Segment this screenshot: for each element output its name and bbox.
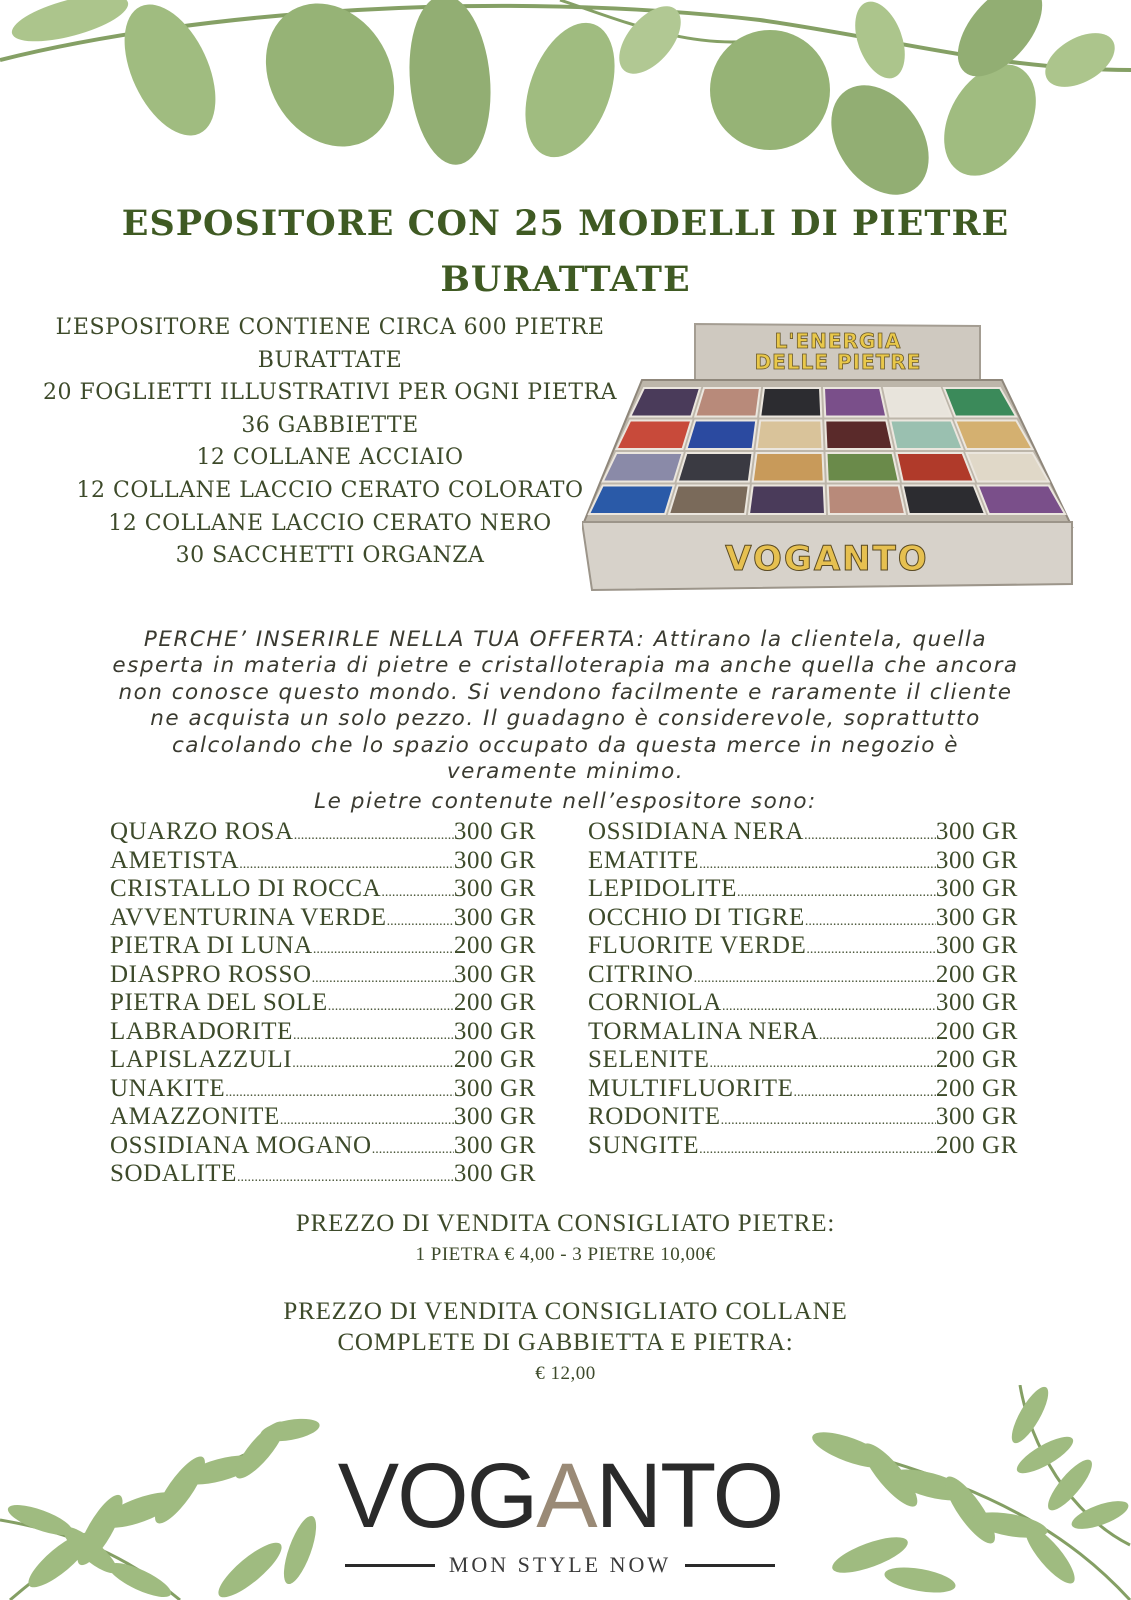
contents-line: 12 COLLANE ACCIAIO (196, 445, 464, 471)
stone-compartment (687, 421, 757, 450)
stone-weight: 300 GR (453, 1074, 536, 1102)
stone-row (588, 818, 1018, 847)
stone-row (110, 847, 536, 876)
stone-weight: 300 GR (935, 1103, 1018, 1130)
title-line: ESPOSITORE CON 25 MODELLI DI PIETRE (121, 203, 1010, 244)
stone-row (110, 961, 536, 990)
price-necklaces-heading-line: COMPLETE DI GABBIETTA E PIETRA: (337, 1329, 794, 1356)
stone-row (588, 1046, 1018, 1075)
stone-compartment (824, 388, 886, 417)
stone-name: MULTIFLUORITE (588, 1074, 794, 1102)
stone-row (588, 1132, 1018, 1161)
stone-row (110, 1103, 536, 1132)
stone-compartment (890, 421, 962, 450)
dot-leader (806, 936, 936, 965)
top-leaves-decoration (0, 0, 1131, 200)
stone-row (110, 1075, 536, 1104)
stone-row (588, 875, 1018, 904)
stone-row (110, 904, 536, 933)
stone-name: OSSIDIANA NERA (588, 818, 805, 845)
stones-list-left (110, 818, 536, 1189)
dot-leader (699, 1136, 936, 1165)
stone-name: EMATITE (588, 846, 700, 874)
stone-weight: 300 GR (453, 1160, 536, 1187)
stone-name: SODALITE (110, 1160, 238, 1187)
stone-weight: 300 GR (935, 903, 1018, 931)
stone-row (588, 989, 1018, 1018)
stone-compartment (749, 486, 825, 515)
stone-weight: 300 GR (453, 1131, 536, 1159)
dot-leader (804, 822, 936, 851)
price-stones-heading: PREZZO DI VENDITA CONSIGLIATO PIETRE: (295, 1210, 836, 1237)
stone-compartment (695, 388, 760, 417)
box-brand-text: VOGANTO (725, 539, 929, 579)
stone-name: QUARZO ROSA (110, 818, 294, 845)
dot-leader (313, 936, 454, 965)
stone-name: SELENITE (588, 1046, 710, 1073)
logo-word-accent: A (536, 1445, 596, 1547)
intro-line: esperta in materia di pietre e cristalloterapia ma anche quella che ancora (112, 653, 1019, 679)
dot-leader (237, 1164, 454, 1193)
stone-weight: 300 GR (935, 932, 1018, 959)
stone-name: PIETRA DI LUNA (110, 932, 313, 959)
intro-line: veramente minimo. (446, 759, 685, 785)
intro-line: PERCHE’ INSERIRLE NELLA TUA OFFERTA: Attirano la clientela, quella (143, 627, 988, 652)
stone-name: CORNIOLA (588, 989, 722, 1016)
tagline-rule-left (345, 1564, 435, 1567)
stone-row (588, 961, 1018, 990)
stone-weight: 200 GR (935, 960, 1018, 988)
contents-list (20, 312, 640, 573)
intro-line: ne acquista un solo pezzo. Il guadagno è considerevole, soprattutto (150, 706, 981, 732)
dot-leader (694, 965, 936, 994)
stone-weight: 300 GR (453, 1103, 536, 1130)
stone-weight: 300 GR (935, 875, 1018, 902)
price-necklaces-heading-line: PREZZO DI VENDITA CONSIGLIATO COLLANE (283, 1298, 848, 1325)
stone-weight: 300 GR (453, 818, 536, 845)
stone-row (110, 989, 536, 1018)
stone-row (588, 1103, 1018, 1132)
stone-weight: 200 GR (935, 1046, 1018, 1073)
stone-compartment (589, 486, 674, 515)
stone-weight: 300 GR (453, 846, 536, 874)
price-necklaces-value: € 12,00 (535, 1363, 596, 1384)
dot-leader (819, 1022, 936, 1051)
stone-row (588, 932, 1018, 961)
stone-name: PIETRA DEL SOLE (110, 989, 328, 1016)
stone-row (110, 818, 536, 847)
stone-compartment (617, 421, 692, 450)
dot-leader (372, 1136, 454, 1165)
sign-text-line: L'ENERGIA (774, 329, 902, 353)
logo-word-part: NTO (595, 1445, 783, 1547)
stone-compartment (828, 486, 905, 515)
stone-weight: 300 GR (453, 1017, 536, 1045)
dot-leader (805, 908, 936, 937)
stone-name: DIASPRO ROSSO (110, 960, 312, 988)
dot-leader (387, 908, 454, 937)
logo-word-part: VOG (337, 1445, 537, 1547)
stone-name: AMETISTA (110, 846, 240, 874)
dot-leader (292, 1050, 454, 1079)
stone-weight: 200 GR (453, 1046, 536, 1073)
stone-compartment (827, 453, 899, 482)
stone-row (588, 904, 1018, 933)
stone-name: SUNGITE (588, 1131, 700, 1159)
stone-row (588, 1075, 1018, 1104)
stone-row (588, 847, 1018, 876)
intro-paragraph (30, 627, 1101, 785)
bottom-left-leaves-decoration (0, 1400, 340, 1600)
stone-name: CITRINO (588, 960, 694, 988)
stone-name: TORMALINA NERA (588, 1017, 819, 1045)
stone-weight: 200 GR (935, 1131, 1018, 1159)
dot-leader (328, 993, 454, 1022)
stone-row (110, 932, 536, 961)
price-stones-value: 1 PIETRA € 4,00 - 3 PIETRE 10,00€ (415, 1244, 716, 1265)
stone-name: AMAZZONITE (110, 1103, 280, 1130)
stone-name: RODONITE (588, 1103, 721, 1130)
contents-line: 20 FOGLIETTI ILLUSTRATIVI PER OGNI PIETRA (43, 380, 617, 406)
dot-leader (312, 965, 454, 994)
stone-row (110, 1132, 536, 1161)
stone-name: LABRADORITE (110, 1017, 293, 1045)
stones-list-right (588, 818, 1018, 1160)
contents-line: 30 SACCHETTI ORGANZA (175, 543, 485, 569)
dot-leader (293, 1022, 454, 1051)
contents-line: BURATTATE (257, 347, 403, 373)
tagline-rule-right (685, 1564, 775, 1567)
stone-name: CRISTALLO DI ROCCA (110, 875, 382, 902)
stone-compartment (760, 388, 821, 417)
page-title (80, 196, 1051, 308)
contents-line: 12 COLLANE LACCIO CERATO NERO (108, 510, 552, 536)
stone-weight: 200 GR (453, 932, 536, 959)
intro-line: non conosce questo mondo. Si vendono facilmente e raramente il cliente (118, 679, 1013, 705)
stone-weight: 200 GR (935, 1074, 1018, 1102)
brand-logo (300, 1445, 820, 1578)
logo-tagline: MON STYLE NOW (448, 1552, 672, 1577)
price-necklaces-block (80, 1296, 1051, 1385)
stone-compartment (753, 453, 824, 482)
dot-leader (793, 1079, 935, 1108)
stone-name: LEPIDOLITE (588, 875, 738, 902)
dot-leader (294, 822, 454, 851)
stone-row (588, 1018, 1018, 1047)
stone-weight: 300 GR (935, 818, 1018, 845)
stone-compartment (978, 486, 1065, 515)
stone-compartment (903, 486, 985, 515)
stones-heading: Le pietre contenute nell’espositore sono: (314, 789, 817, 814)
dot-leader (381, 879, 454, 908)
stone-weight: 200 GR (935, 1017, 1018, 1045)
stone-weight: 300 GR (935, 989, 1018, 1016)
logo-tagline-row (300, 1552, 820, 1578)
stone-weight: 300 GR (935, 846, 1018, 874)
price-stones-block (80, 1208, 1051, 1266)
stone-name: OCCHIO DI TIGRE (588, 903, 805, 931)
stone-compartment (884, 388, 951, 417)
stone-weight: 300 GR (453, 960, 536, 988)
logo-wordmark (300, 1445, 820, 1547)
contents-line: L’ESPOSITORE CONTIENE CIRCA 600 PIETRE (55, 315, 605, 340)
stone-compartment (897, 453, 974, 482)
contents-line: 36 GABBIETTE (241, 412, 419, 438)
stone-name: OSSIDIANA MOGANO (110, 1131, 372, 1159)
stone-name: UNAKITE (110, 1074, 226, 1102)
stone-compartment (603, 453, 683, 482)
stone-weight: 300 GR (453, 875, 536, 902)
stone-compartment (825, 421, 892, 450)
stone-weight: 300 GR (453, 903, 536, 931)
contents-line: 12 COLLANE LACCIO CERATO COLORATO (76, 477, 584, 503)
product-image (582, 322, 1082, 604)
bottom-right-leaves-decoration (790, 1385, 1131, 1600)
stone-name: LAPISLAZZULI (110, 1046, 293, 1073)
stone-weight: 200 GR (453, 989, 536, 1016)
stone-name: FLUORITE VERDE (588, 932, 807, 959)
stone-row (110, 875, 536, 904)
sign-text-line: DELLE PIETRE (754, 350, 922, 374)
stone-row (110, 1160, 536, 1189)
intro-line: calcolando che lo spazio occupato da questa merce in negozio è (171, 732, 959, 758)
dot-leader (721, 1107, 936, 1136)
stone-name: AVVENTURINA VERDE (110, 903, 387, 931)
stone-row (110, 1046, 536, 1075)
stone-compartment (678, 453, 753, 482)
title-line: BURATTATE (440, 259, 691, 300)
stone-row (110, 1018, 536, 1047)
stone-compartment (669, 486, 749, 515)
stone-compartment (757, 421, 823, 450)
